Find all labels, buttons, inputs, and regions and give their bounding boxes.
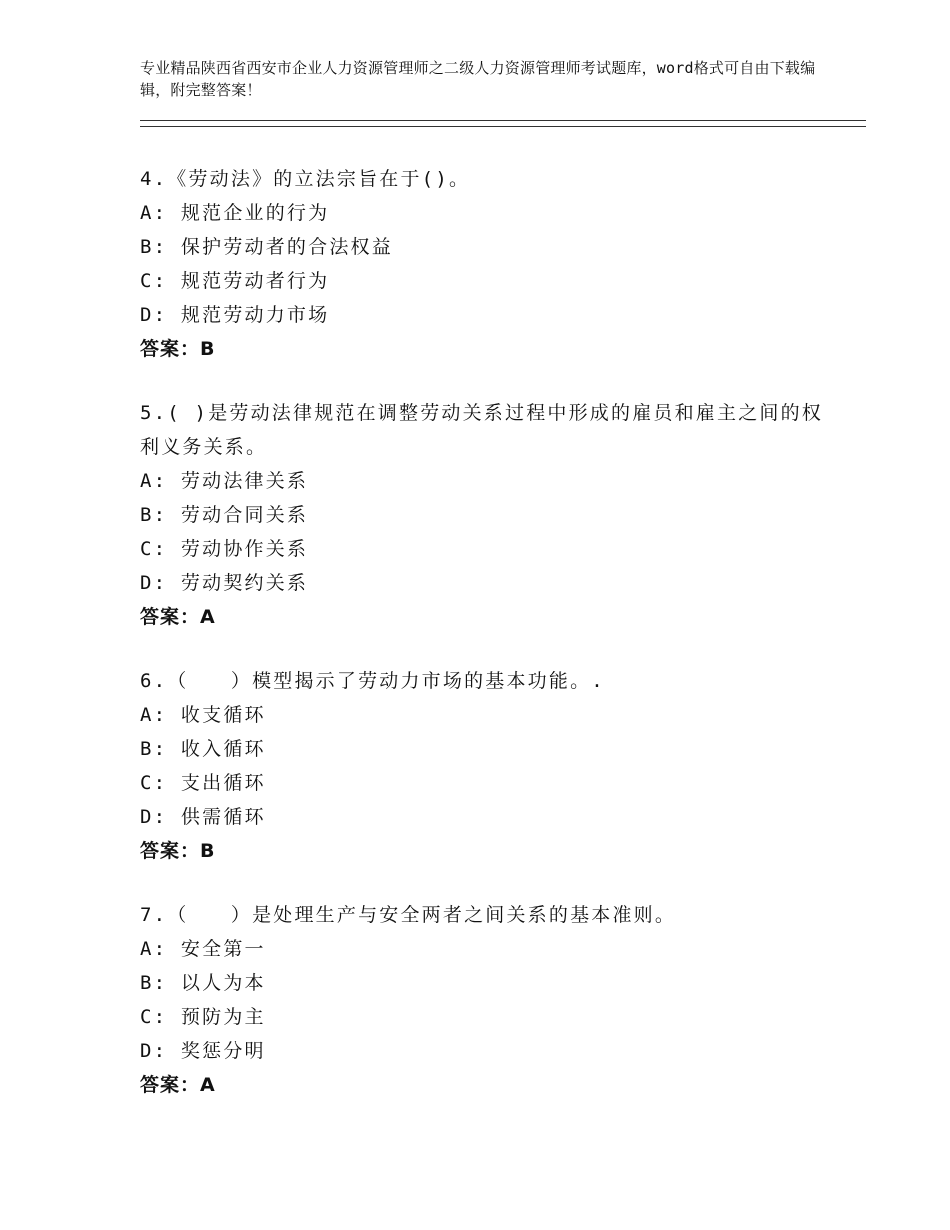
option-b: B: 收入循环 xyxy=(140,738,266,760)
option-a: A: 规范企业的行为 xyxy=(140,202,330,224)
option-b: B: 劳动合同关系 xyxy=(140,504,309,526)
option-d: D: 劳动契约关系 xyxy=(140,572,309,594)
option-c: C: 预防为主 xyxy=(140,1006,266,1028)
answer-label: 答案： xyxy=(140,840,201,862)
option-d: D: 规范劳动力市场 xyxy=(140,304,330,326)
question-5 xyxy=(140,396,840,634)
option-c: C: 劳动协作关系 xyxy=(140,538,309,560)
header-title: 专业精品陕西省西安市企业人力资源管理师之二级人力资源管理师考试题库，word格式可自由下载编辑，附完整答案！ xyxy=(140,59,816,99)
question-text: 4.《劳动法》的立法宗旨在于()。 xyxy=(140,168,471,190)
question-text: 7.（ ）是处理生产与安全两者之间关系的基本准则。 xyxy=(140,904,677,926)
option-d: D: 奖惩分明 xyxy=(140,1040,266,1062)
answer-line xyxy=(140,600,840,634)
answer-label: 答案： xyxy=(140,1074,201,1096)
answer-label: 答案： xyxy=(140,338,201,360)
document-header xyxy=(140,57,840,101)
question-list xyxy=(140,162,840,1132)
answer-line xyxy=(140,834,840,868)
answer-value: B xyxy=(200,338,216,360)
answer-value: A xyxy=(200,1074,216,1096)
option-a: A: 劳动法律关系 xyxy=(140,470,309,492)
question-7 xyxy=(140,898,840,1102)
answer-value: B xyxy=(200,840,216,862)
question-text: 6.（ ）模型揭示了劳动力市场的基本功能。. xyxy=(140,670,605,692)
question-6 xyxy=(140,664,840,868)
option-b: B: 以人为本 xyxy=(140,972,266,994)
option-b: B: 保护劳动者的合法权益 xyxy=(140,236,393,258)
answer-line xyxy=(140,332,840,366)
question-text: 5.( )是劳动法律规范在调整劳动关系过程中形成的雇员和雇主之间的权利义务关系。 xyxy=(140,402,823,458)
option-c: C: 支出循环 xyxy=(140,772,266,794)
option-a: A: 安全第一 xyxy=(140,938,266,960)
answer-value: A xyxy=(200,606,216,628)
option-a: A: 收支循环 xyxy=(140,704,266,726)
question-4 xyxy=(140,162,840,366)
answer-label: 答案： xyxy=(140,606,201,628)
answer-line xyxy=(140,1068,840,1102)
header-divider xyxy=(140,120,866,127)
option-d: D: 供需循环 xyxy=(140,806,266,828)
option-c: C: 规范劳动者行为 xyxy=(140,270,330,292)
